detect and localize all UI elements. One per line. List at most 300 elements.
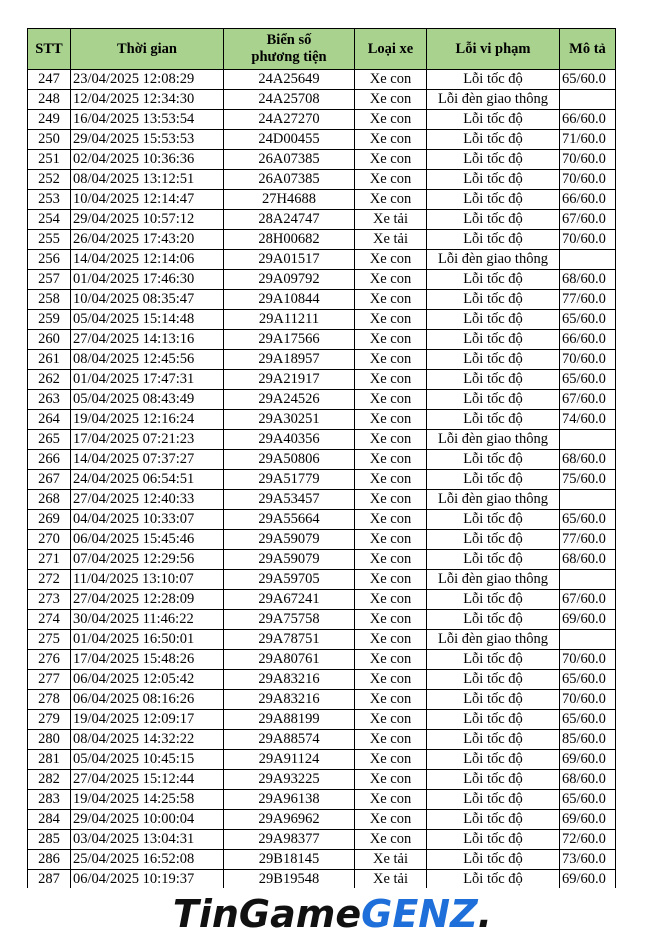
- cell-violation: Lỗi tốc độ: [427, 710, 560, 730]
- cell-violation: Lỗi tốc độ: [427, 190, 560, 210]
- cell-time: 04/04/2025 10:33:07: [71, 510, 224, 530]
- cell-description: 77/60.0: [560, 530, 616, 550]
- cell-plate: 29A01517: [224, 250, 355, 270]
- cell-time: 19/04/2025 14:25:58: [71, 790, 224, 810]
- cell-description: [560, 250, 616, 270]
- header-description: Mô tả: [560, 29, 616, 70]
- cell-violation: Lỗi đèn giao thông: [427, 430, 560, 450]
- table-row: [28, 530, 616, 550]
- table-row: [28, 110, 616, 130]
- cell-stt: 282: [28, 770, 71, 790]
- cell-stt: 284: [28, 810, 71, 830]
- cell-violation: Lỗi tốc độ: [427, 590, 560, 610]
- cell-plate: 29A80761: [224, 650, 355, 670]
- cell-vehicle-type: Xe con: [355, 410, 427, 430]
- cell-stt: 254: [28, 210, 71, 230]
- cell-vehicle-type: Xe con: [355, 590, 427, 610]
- cell-violation: Lỗi tốc độ: [427, 770, 560, 790]
- cell-vehicle-type: Xe con: [355, 670, 427, 690]
- table-row: [28, 450, 616, 470]
- cell-vehicle-type: Xe con: [355, 810, 427, 830]
- cell-violation: Lỗi tốc độ: [427, 350, 560, 370]
- cell-stt: 258: [28, 290, 71, 310]
- cell-time: 14/04/2025 07:37:27: [71, 450, 224, 470]
- cell-time: 05/04/2025 15:14:48: [71, 310, 224, 330]
- cell-plate: 29A09792: [224, 270, 355, 290]
- cell-plate: 29A83216: [224, 690, 355, 710]
- cell-description: 70/60.0: [560, 650, 616, 670]
- table-row: [28, 390, 616, 410]
- cell-stt: 257: [28, 270, 71, 290]
- cell-plate: 28H00682: [224, 230, 355, 250]
- cell-vehicle-type: Xe con: [355, 530, 427, 550]
- cell-time: 07/04/2025 12:29:56: [71, 550, 224, 570]
- cell-vehicle-type: Xe con: [355, 730, 427, 750]
- cell-time: 06/04/2025 10:19:37: [71, 870, 224, 890]
- cell-stt: 260: [28, 330, 71, 350]
- table-row: [28, 850, 616, 870]
- cell-time: 27/04/2025 12:40:33: [71, 490, 224, 510]
- table-row: [28, 590, 616, 610]
- cell-plate: 29B18145: [224, 850, 355, 870]
- cell-stt: 269: [28, 510, 71, 530]
- cell-description: [560, 630, 616, 650]
- table-row: [28, 810, 616, 830]
- cell-violation: Lỗi tốc độ: [427, 750, 560, 770]
- cell-violation: Lỗi tốc độ: [427, 730, 560, 750]
- cell-plate: 29A59079: [224, 530, 355, 550]
- cell-plate: 29A59079: [224, 550, 355, 570]
- cell-time: 05/04/2025 10:45:15: [71, 750, 224, 770]
- cell-plate: 29A83216: [224, 670, 355, 690]
- cell-violation: Lỗi tốc độ: [427, 210, 560, 230]
- cell-vehicle-type: Xe con: [355, 330, 427, 350]
- cell-violation: Lỗi đèn giao thông: [427, 570, 560, 590]
- cell-plate: 29A40356: [224, 430, 355, 450]
- cell-stt: 261: [28, 350, 71, 370]
- cell-stt: 286: [28, 850, 71, 870]
- cell-stt: 275: [28, 630, 71, 650]
- cell-violation: Lỗi tốc độ: [427, 130, 560, 150]
- cell-vehicle-type: Xe con: [355, 750, 427, 770]
- cell-violation: Lỗi tốc độ: [427, 830, 560, 850]
- cell-stt: 277: [28, 670, 71, 690]
- cell-vehicle-type: Xe con: [355, 130, 427, 150]
- table-row: [28, 550, 616, 570]
- cell-violation: Lỗi tốc độ: [427, 270, 560, 290]
- cell-description: 65/60.0: [560, 790, 616, 810]
- cell-violation: Lỗi tốc độ: [427, 230, 560, 250]
- table-row: [28, 130, 616, 150]
- cell-time: 29/04/2025 10:57:12: [71, 210, 224, 230]
- cell-violation: Lỗi tốc độ: [427, 610, 560, 630]
- cell-stt: 253: [28, 190, 71, 210]
- cell-violation: Lỗi tốc độ: [427, 170, 560, 190]
- cell-plate: 29A53457: [224, 490, 355, 510]
- cell-plate: 29A18957: [224, 350, 355, 370]
- cell-time: 10/04/2025 12:14:47: [71, 190, 224, 210]
- cell-violation: Lỗi tốc độ: [427, 510, 560, 530]
- table-row: [28, 750, 616, 770]
- cell-stt: 276: [28, 650, 71, 670]
- cell-description: 69/60.0: [560, 750, 616, 770]
- cell-description: 73/60.0: [560, 850, 616, 870]
- cell-vehicle-type: Xe con: [355, 170, 427, 190]
- cell-description: 68/60.0: [560, 450, 616, 470]
- cell-time: 08/04/2025 13:12:51: [71, 170, 224, 190]
- cell-stt: 256: [28, 250, 71, 270]
- cell-vehicle-type: Xe con: [355, 250, 427, 270]
- cell-time: 16/04/2025 13:53:54: [71, 110, 224, 130]
- cell-vehicle-type: Xe con: [355, 490, 427, 510]
- cell-description: [560, 430, 616, 450]
- cell-vehicle-type: Xe con: [355, 510, 427, 530]
- cell-plate: 29A55664: [224, 510, 355, 530]
- cell-plate: 27H4688: [224, 190, 355, 210]
- cell-time: 06/04/2025 08:16:26: [71, 690, 224, 710]
- cell-vehicle-type: Xe con: [355, 630, 427, 650]
- cell-description: 72/60.0: [560, 830, 616, 850]
- header-plate-line1: Biển số: [266, 32, 312, 48]
- cell-description: 70/60.0: [560, 150, 616, 170]
- cell-vehicle-type: Xe con: [355, 310, 427, 330]
- cell-violation: Lỗi tốc độ: [427, 410, 560, 430]
- table-row: [28, 370, 616, 390]
- table-row: [28, 510, 616, 530]
- cell-description: 67/60.0: [560, 390, 616, 410]
- cell-violation: Lỗi tốc độ: [427, 370, 560, 390]
- cell-time: 29/04/2025 15:53:53: [71, 130, 224, 150]
- cell-vehicle-type: Xe con: [355, 290, 427, 310]
- cell-violation: Lỗi tốc độ: [427, 550, 560, 570]
- cell-vehicle-type: Xe con: [355, 570, 427, 590]
- cell-plate: 29A96962: [224, 810, 355, 830]
- cell-description: 65/60.0: [560, 510, 616, 530]
- watermark-end: .: [477, 892, 493, 936]
- cell-plate: 29A50806: [224, 450, 355, 470]
- cell-description: 70/60.0: [560, 170, 616, 190]
- table-row: [28, 690, 616, 710]
- cell-plate: 29A93225: [224, 770, 355, 790]
- cell-description: 77/60.0: [560, 290, 616, 310]
- cell-time: 06/04/2025 12:05:42: [71, 670, 224, 690]
- cell-plate: 29A17566: [224, 330, 355, 350]
- cell-time: 01/04/2025 17:46:30: [71, 270, 224, 290]
- cell-violation: Lỗi đèn giao thông: [427, 90, 560, 110]
- table-row: [28, 830, 616, 850]
- cell-description: 65/60.0: [560, 670, 616, 690]
- cell-stt: 247: [28, 70, 71, 90]
- cell-violation: Lỗi tốc độ: [427, 390, 560, 410]
- cell-plate: 29A11211: [224, 310, 355, 330]
- cell-description: 68/60.0: [560, 550, 616, 570]
- cell-description: 70/60.0: [560, 230, 616, 250]
- cell-description: 65/60.0: [560, 710, 616, 730]
- cell-stt: 264: [28, 410, 71, 430]
- cell-stt: 250: [28, 130, 71, 150]
- cell-time: 01/04/2025 16:50:01: [71, 630, 224, 650]
- cell-vehicle-type: Xe con: [355, 690, 427, 710]
- cell-plate: 29A24526: [224, 390, 355, 410]
- table-row: [28, 570, 616, 590]
- cell-plate: 28A24747: [224, 210, 355, 230]
- cell-plate: 29A67241: [224, 590, 355, 610]
- violation-table-container: [27, 28, 616, 890]
- table-row: [28, 310, 616, 330]
- cell-description: 65/60.0: [560, 370, 616, 390]
- cell-plate: 29A88199: [224, 710, 355, 730]
- cell-plate: 29B19548: [224, 870, 355, 890]
- cell-vehicle-type: Xe con: [355, 830, 427, 850]
- table-row: [28, 670, 616, 690]
- cell-stt: 248: [28, 90, 71, 110]
- table-row: [28, 150, 616, 170]
- cell-time: 27/04/2025 12:28:09: [71, 590, 224, 610]
- header-violation: Lỗi vi phạm: [427, 29, 560, 70]
- cell-description: 68/60.0: [560, 270, 616, 290]
- table-row: [28, 650, 616, 670]
- cell-time: 24/04/2025 06:54:51: [71, 470, 224, 490]
- cell-plate: 29A21917: [224, 370, 355, 390]
- cell-description: 69/60.0: [560, 870, 616, 890]
- cell-vehicle-type: Xe con: [355, 650, 427, 670]
- table-row: [28, 230, 616, 250]
- cell-vehicle-type: Xe con: [355, 430, 427, 450]
- cell-description: 70/60.0: [560, 350, 616, 370]
- cell-violation: Lỗi tốc độ: [427, 670, 560, 690]
- cell-plate: 26A07385: [224, 150, 355, 170]
- cell-time: 12/04/2025 12:34:30: [71, 90, 224, 110]
- cell-vehicle-type: Xe con: [355, 790, 427, 810]
- cell-description: 68/60.0: [560, 770, 616, 790]
- cell-stt: 271: [28, 550, 71, 570]
- cell-vehicle-type: Xe con: [355, 470, 427, 490]
- cell-stt: 287: [28, 870, 71, 890]
- cell-vehicle-type: Xe con: [355, 350, 427, 370]
- cell-time: 10/04/2025 08:35:47: [71, 290, 224, 310]
- cell-description: 75/60.0: [560, 470, 616, 490]
- cell-vehicle-type: Xe con: [355, 770, 427, 790]
- cell-stt: 268: [28, 490, 71, 510]
- cell-stt: 274: [28, 610, 71, 630]
- cell-stt: 255: [28, 230, 71, 250]
- cell-description: 71/60.0: [560, 130, 616, 150]
- cell-time: 17/04/2025 07:21:23: [71, 430, 224, 450]
- cell-time: 26/04/2025 17:43:20: [71, 230, 224, 250]
- cell-time: 17/04/2025 15:48:26: [71, 650, 224, 670]
- cell-stt: 249: [28, 110, 71, 130]
- cell-time: 19/04/2025 12:16:24: [71, 410, 224, 430]
- cell-violation: Lỗi tốc độ: [427, 470, 560, 490]
- cell-time: 01/04/2025 17:47:31: [71, 370, 224, 390]
- cell-time: 06/04/2025 15:45:46: [71, 530, 224, 550]
- cell-time: 05/04/2025 08:43:49: [71, 390, 224, 410]
- cell-stt: 259: [28, 310, 71, 330]
- cell-vehicle-type: Xe con: [355, 370, 427, 390]
- cell-description: [560, 490, 616, 510]
- cell-violation: Lỗi tốc độ: [427, 290, 560, 310]
- cell-plate: 24A25649: [224, 70, 355, 90]
- table-row: [28, 70, 616, 90]
- cell-stt: 263: [28, 390, 71, 410]
- cell-stt: 265: [28, 430, 71, 450]
- table-row: [28, 330, 616, 350]
- cell-violation: Lỗi tốc độ: [427, 150, 560, 170]
- table-row: [28, 490, 616, 510]
- cell-plate: 29A30251: [224, 410, 355, 430]
- table-row: [28, 730, 616, 750]
- cell-description: 67/60.0: [560, 590, 616, 610]
- header-plate-line2: phương tiện: [251, 49, 327, 65]
- violation-table: [27, 28, 616, 890]
- watermark-main: TinGame: [172, 892, 362, 936]
- cell-description: 69/60.0: [560, 810, 616, 830]
- cell-vehicle-type: Xe tải: [355, 850, 427, 870]
- cell-stt: 251: [28, 150, 71, 170]
- cell-violation: Lỗi tốc độ: [427, 70, 560, 90]
- cell-description: 69/60.0: [560, 610, 616, 630]
- cell-description: 65/60.0: [560, 310, 616, 330]
- cell-time: 02/04/2025 10:36:36: [71, 150, 224, 170]
- cell-violation: Lỗi tốc độ: [427, 310, 560, 330]
- cell-stt: 252: [28, 170, 71, 190]
- cell-vehicle-type: Xe con: [355, 710, 427, 730]
- cell-violation: Lỗi đèn giao thông: [427, 490, 560, 510]
- cell-plate: 29A98377: [224, 830, 355, 850]
- cell-plate: 29A75758: [224, 610, 355, 630]
- cell-description: 85/60.0: [560, 730, 616, 750]
- header-vehicle-type: Loại xe: [355, 29, 427, 70]
- cell-violation: Lỗi tốc độ: [427, 450, 560, 470]
- table-row: [28, 430, 616, 450]
- cell-stt: 281: [28, 750, 71, 770]
- cell-description: 66/60.0: [560, 110, 616, 130]
- cell-description: 67/60.0: [560, 210, 616, 230]
- cell-description: 66/60.0: [560, 190, 616, 210]
- cell-vehicle-type: Xe tải: [355, 210, 427, 230]
- cell-time: 03/04/2025 13:04:31: [71, 830, 224, 850]
- cell-plate: 29A91124: [224, 750, 355, 770]
- cell-vehicle-type: Xe con: [355, 550, 427, 570]
- table-row: [28, 710, 616, 730]
- cell-time: 27/04/2025 14:13:16: [71, 330, 224, 350]
- cell-vehicle-type: Xe con: [355, 110, 427, 130]
- table-body: [28, 70, 616, 890]
- table-row: [28, 270, 616, 290]
- cell-violation: Lỗi tốc độ: [427, 330, 560, 350]
- table-row: [28, 190, 616, 210]
- cell-vehicle-type: Xe con: [355, 150, 427, 170]
- cell-time: 08/04/2025 12:45:56: [71, 350, 224, 370]
- cell-plate: 29A59705: [224, 570, 355, 590]
- table-row: [28, 770, 616, 790]
- header-stt: STT: [28, 29, 71, 70]
- cell-description: 66/60.0: [560, 330, 616, 350]
- cell-plate: 29A51779: [224, 470, 355, 490]
- cell-violation: Lỗi tốc độ: [427, 870, 560, 890]
- cell-description: 74/60.0: [560, 410, 616, 430]
- cell-vehicle-type: Xe con: [355, 450, 427, 470]
- table-row: [28, 90, 616, 110]
- table-row: [28, 630, 616, 650]
- cell-time: 27/04/2025 15:12:44: [71, 770, 224, 790]
- cell-stt: 267: [28, 470, 71, 490]
- cell-violation: Lỗi tốc độ: [427, 850, 560, 870]
- cell-stt: 280: [28, 730, 71, 750]
- table-row: [28, 250, 616, 270]
- table-row: [28, 210, 616, 230]
- cell-time: 08/04/2025 14:32:22: [71, 730, 224, 750]
- cell-vehicle-type: Xe con: [355, 90, 427, 110]
- cell-plate: 24A25708: [224, 90, 355, 110]
- cell-time: 19/04/2025 12:09:17: [71, 710, 224, 730]
- cell-stt: 273: [28, 590, 71, 610]
- cell-plate: 29A88574: [224, 730, 355, 750]
- table-header-row: [28, 29, 616, 70]
- cell-plate: 26A07385: [224, 170, 355, 190]
- cell-violation: Lỗi đèn giao thông: [427, 630, 560, 650]
- cell-stt: 272: [28, 570, 71, 590]
- table-row: [28, 350, 616, 370]
- cell-vehicle-type: Xe con: [355, 190, 427, 210]
- cell-vehicle-type: Xe con: [355, 270, 427, 290]
- cell-vehicle-type: Xe con: [355, 390, 427, 410]
- cell-stt: 283: [28, 790, 71, 810]
- cell-vehicle-type: Xe tải: [355, 230, 427, 250]
- header-plate: [224, 29, 355, 70]
- cell-description: 70/60.0: [560, 690, 616, 710]
- cell-stt: 262: [28, 370, 71, 390]
- table-row: [28, 790, 616, 810]
- cell-stt: 266: [28, 450, 71, 470]
- cell-stt: 285: [28, 830, 71, 850]
- cell-time: 25/04/2025 16:52:08: [71, 850, 224, 870]
- table-row: [28, 610, 616, 630]
- cell-time: 11/04/2025 13:10:07: [71, 570, 224, 590]
- cell-violation: Lỗi tốc độ: [427, 530, 560, 550]
- cell-vehicle-type: Xe con: [355, 70, 427, 90]
- cell-vehicle-type: Xe con: [355, 610, 427, 630]
- cell-violation: Lỗi tốc độ: [427, 110, 560, 130]
- cell-vehicle-type: Xe tải: [355, 870, 427, 890]
- table-row: [28, 410, 616, 430]
- cell-plate: 29A78751: [224, 630, 355, 650]
- table-row: [28, 870, 616, 890]
- cell-stt: 270: [28, 530, 71, 550]
- cell-violation: Lỗi tốc độ: [427, 690, 560, 710]
- cell-time: 30/04/2025 11:46:22: [71, 610, 224, 630]
- cell-time: 23/04/2025 12:08:29: [71, 70, 224, 90]
- table-row: [28, 290, 616, 310]
- table-row: [28, 470, 616, 490]
- table-row: [28, 170, 616, 190]
- watermark-accent: GENZ: [361, 892, 478, 936]
- watermark-text: [173, 892, 492, 936]
- cell-stt: 279: [28, 710, 71, 730]
- cell-description: [560, 90, 616, 110]
- cell-description: 65/60.0: [560, 70, 616, 90]
- cell-plate: 24A27270: [224, 110, 355, 130]
- cell-time: 14/04/2025 12:14:06: [71, 250, 224, 270]
- cell-violation: Lỗi tốc độ: [427, 650, 560, 670]
- cell-violation: Lỗi tốc độ: [427, 790, 560, 810]
- cell-plate: 29A10844: [224, 290, 355, 310]
- cell-violation: Lỗi đèn giao thông: [427, 250, 560, 270]
- watermark-logo: [0, 888, 665, 940]
- cell-plate: 24D00455: [224, 130, 355, 150]
- header-time: Thời gian: [71, 29, 224, 70]
- cell-description: [560, 570, 616, 590]
